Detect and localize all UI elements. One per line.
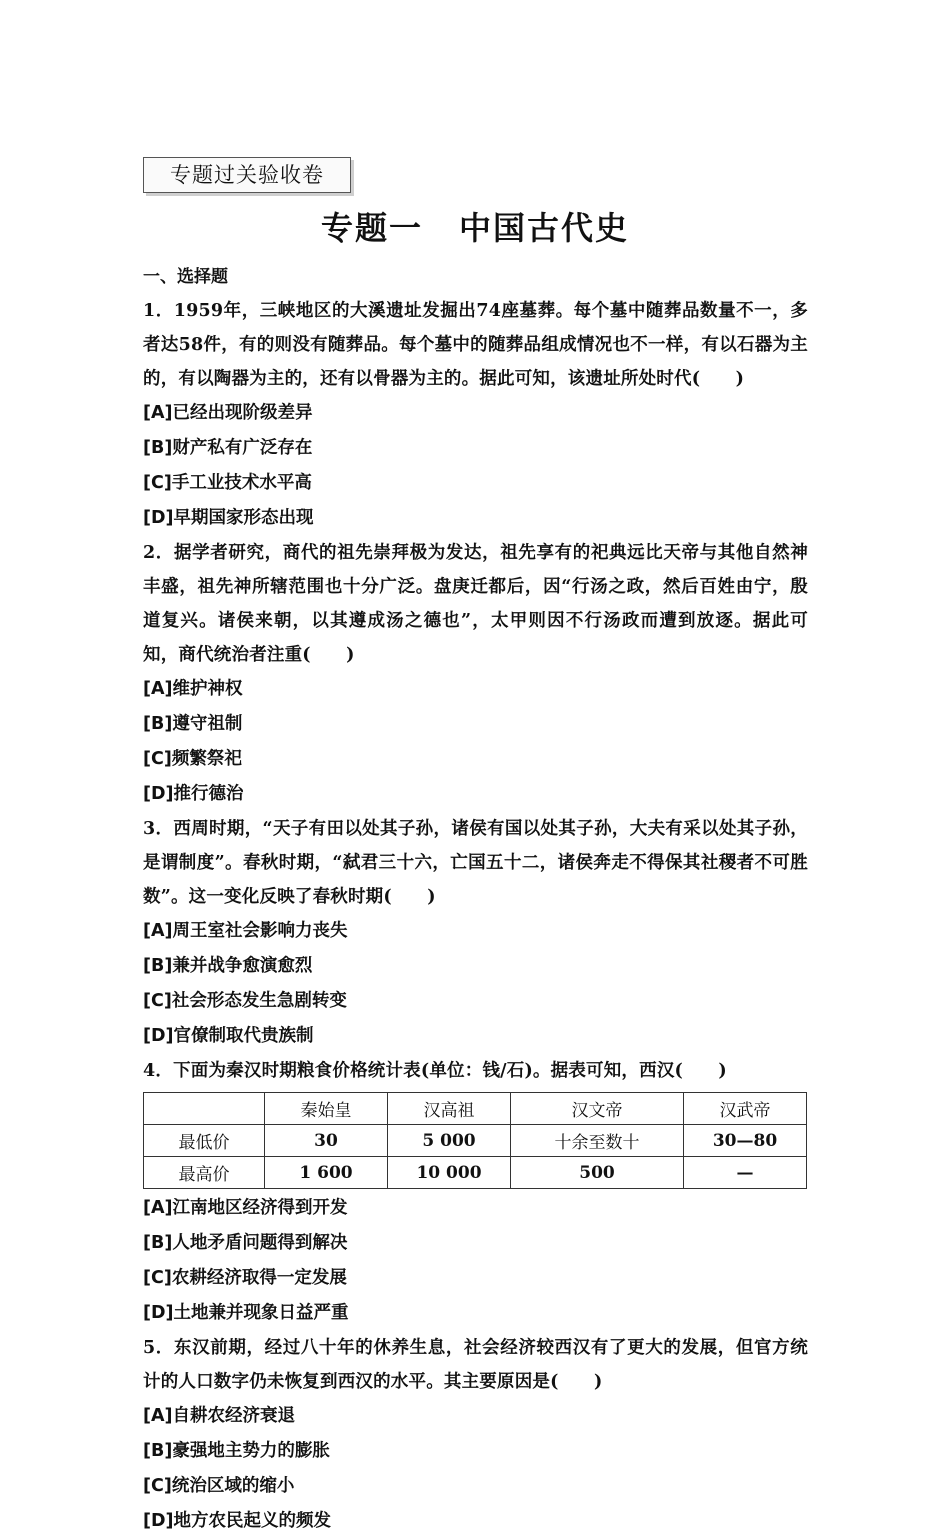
question-number: 4． [143, 1061, 174, 1081]
option-key: [B] [143, 1233, 173, 1253]
option-c[interactable] [143, 1469, 479, 1504]
options-4 [143, 1191, 808, 1331]
title-part2: 中国古代史 [459, 209, 630, 247]
table-cell: 30 [265, 1125, 388, 1157]
option-key: [D] [143, 1303, 174, 1323]
option-key: [C] [143, 749, 172, 769]
table-header: 汉高祖 [388, 1093, 511, 1125]
option-text: 遵守祖制 [172, 714, 243, 734]
options-2 [143, 672, 808, 812]
question-text: 1959年，三峡地区的大溪遗址发掘出74座墓葬。每个墓中随葬品数量不一，多者达58件，有的则没有随葬品。每个墓中的随葬品组成情况也不一样，有以石器为主的，有以陶器为主的，还有以骨器为主的。据此可知，该遗址所处时代( ) [143, 301, 808, 389]
option-a[interactable] [143, 1399, 479, 1434]
question-5 [143, 1331, 808, 1399]
table-row [144, 1157, 807, 1189]
option-key: [B] [143, 714, 173, 734]
option-a[interactable] [143, 396, 479, 431]
table-cell: 最高价 [144, 1157, 265, 1189]
option-text: 周王室社会影响力丧失 [172, 921, 348, 941]
table-row [144, 1125, 807, 1157]
question-text: 西周时期，“天子有田以处其子孙，诸侯有国以处其子孙，大夫有采以处其子孙，是谓制度”。春秋时期，“弑君三十六，亡国五十二，诸侯奔走不得保其社稷者不可胜数”。这一变化反映了春秋时期( ) [143, 819, 809, 907]
table-cell: 10 000 [388, 1157, 511, 1189]
table-cell: 5 000 [388, 1125, 511, 1157]
option-key: [B] [143, 1441, 173, 1461]
option-key: [A] [143, 679, 173, 699]
question-number: 1． [143, 301, 174, 321]
price-table [143, 1092, 807, 1189]
option-text: 自耕农经济衰退 [172, 1406, 296, 1426]
question-number: 5． [143, 1338, 174, 1358]
option-text: 早期国家形态出现 [173, 508, 314, 528]
option-text: 社会形态发生急剧转变 [171, 991, 347, 1011]
option-key: [C] [143, 473, 172, 493]
option-key: [D] [143, 508, 174, 528]
option-text: 手工业技术水平高 [171, 473, 312, 493]
question-1 [143, 294, 808, 396]
question-3 [143, 812, 808, 914]
option-key: [C] [143, 1476, 172, 1496]
option-text: 财产私有广泛存在 [172, 438, 313, 458]
option-text: 统治区域的缩小 [171, 1476, 295, 1496]
option-b[interactable] [143, 431, 479, 466]
option-text: 推行德治 [173, 784, 244, 804]
table-header: 汉文帝 [511, 1093, 684, 1125]
option-text: 土地兼并现象日益严重 [173, 1303, 349, 1323]
option-c[interactable] [143, 984, 479, 1019]
option-key: [B] [143, 438, 173, 458]
table-cell: 1 600 [265, 1157, 388, 1189]
table-cell: 最低价 [144, 1125, 265, 1157]
option-c[interactable] [143, 1261, 479, 1296]
option-key: [D] [143, 784, 174, 804]
table-cell [144, 1093, 265, 1125]
option-key: [C] [143, 1268, 172, 1288]
option-text: 频繁祭祀 [171, 749, 242, 769]
option-d[interactable] [143, 777, 479, 812]
option-text: 江南地区经济得到开发 [172, 1198, 348, 1218]
options-3 [143, 914, 808, 1054]
question-number: 2． [143, 543, 174, 563]
table-cell: 30—80 [684, 1125, 807, 1157]
option-key: [B] [143, 956, 173, 976]
option-key: [D] [143, 1511, 174, 1531]
question-text: 下面为秦汉时期粮食价格统计表(单位：钱/石)。据表可知，西汉( ) [173, 1061, 727, 1081]
option-a[interactable] [143, 1191, 479, 1226]
option-text: 人地矛盾问题得到解决 [172, 1233, 348, 1253]
section-heading: 一、选择题 [143, 267, 228, 287]
option-d[interactable] [143, 1296, 479, 1331]
option-text: 地方农民起义的频发 [173, 1511, 332, 1531]
option-b[interactable] [143, 707, 479, 742]
question-text: 据学者研究，商代的祖先崇拜极为发达，祖先享有的祀典远比天帝与其他自然神丰盛，祖先神所辖范围也十分广泛。盘庚迁都后，因“行汤之政，然后百姓由宁，殷道复兴。诸侯来朝，以其遵成汤之德也”，太甲则因不行汤政而遭到放逐。据此可知，商代统治者注重( ) [143, 543, 808, 665]
content [143, 260, 808, 1539]
table-header: 秦始皇 [265, 1093, 388, 1125]
option-key: [D] [143, 1026, 174, 1046]
options-1 [143, 396, 808, 536]
option-text: 维护神权 [172, 679, 243, 699]
option-text: 豪强地主势力的膨胀 [172, 1441, 330, 1461]
table-header-row [144, 1093, 807, 1125]
table-header: 汉武帝 [684, 1093, 807, 1125]
option-key: [A] [143, 403, 173, 423]
table-cell: 500 [511, 1157, 684, 1189]
question-text: 东汉前期，经过八十年的休养生息，社会经济较西汉有了更大的发展，但官方统计的人口数字仍未恢复到西汉的水平。其主要原因是( ) [143, 1338, 808, 1392]
option-text: 农耕经济取得一定发展 [171, 1268, 347, 1288]
question-number: 3． [143, 819, 174, 839]
option-key: [A] [143, 1406, 173, 1426]
option-key: [A] [143, 921, 173, 941]
table-cell: 十余至数十 [511, 1125, 684, 1157]
question-4 [143, 1054, 808, 1088]
option-d[interactable] [143, 1504, 479, 1539]
option-text: 已经出现阶级差异 [172, 403, 313, 423]
option-text: 官僚制取代贵族制 [173, 1026, 314, 1046]
option-c[interactable] [143, 466, 479, 501]
option-c[interactable] [143, 742, 479, 777]
option-d[interactable] [143, 1019, 479, 1054]
options-5 [143, 1399, 808, 1539]
option-a[interactable] [143, 914, 479, 949]
option-key: [C] [143, 991, 172, 1011]
table-cell: — [684, 1157, 807, 1189]
question-2 [143, 536, 808, 672]
option-d[interactable] [143, 501, 479, 536]
title-part1: 专题一 [320, 209, 423, 247]
header-tag: 专题过关验收卷 [143, 157, 351, 193]
page-title [0, 206, 950, 250]
option-key: [A] [143, 1198, 173, 1218]
option-b[interactable] [143, 1226, 479, 1261]
option-a[interactable] [143, 672, 479, 707]
option-b[interactable] [143, 1434, 479, 1469]
option-b[interactable] [143, 949, 479, 984]
option-text: 兼并战争愈演愈烈 [172, 956, 313, 976]
